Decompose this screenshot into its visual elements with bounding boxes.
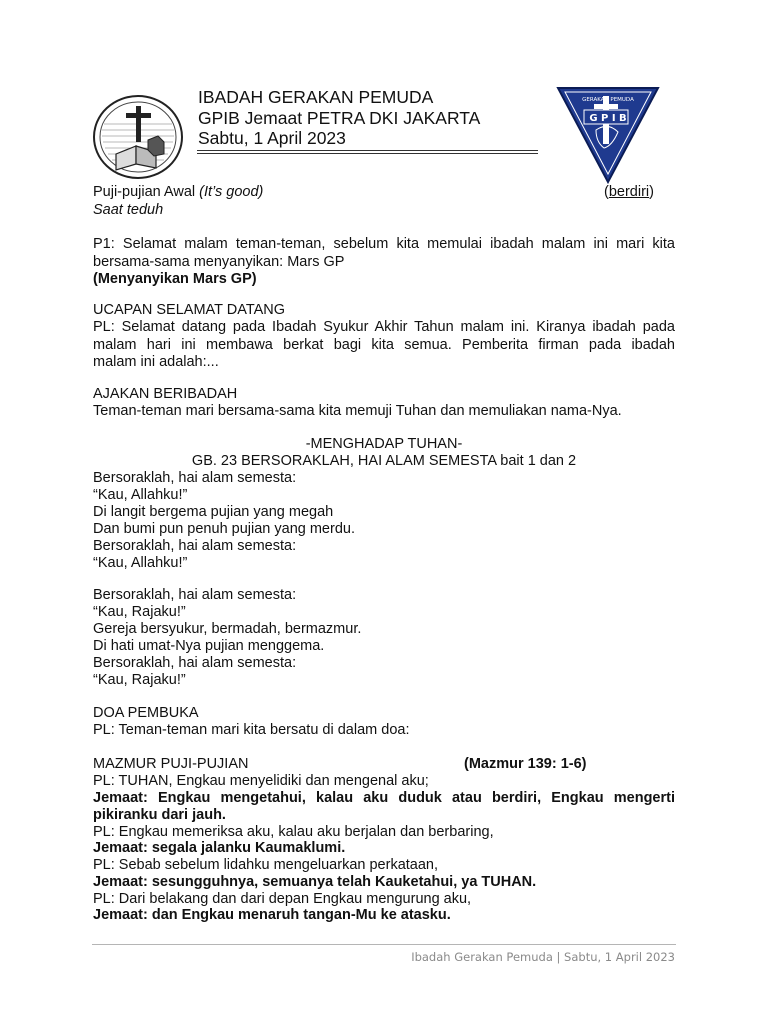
pujian-awal-line — [93, 183, 263, 201]
verse1-line-2: “Kau, Allahku!” — [93, 487, 188, 503]
mazmur-line-6: PL: Sebab sebelum lidahku mengeluarkan perkataan, — [93, 857, 439, 873]
header-rule — [197, 150, 538, 151]
p1-line-2: bersama-sama menyanyikan: Mars GP — [93, 254, 345, 270]
verse1-line-4: Dan bumi pun penuh pujian yang merdu. — [93, 521, 355, 537]
footer-text: Ibadah Gerakan Pemuda | Sabtu, 1 April 2023 — [411, 950, 675, 964]
mazmur-line-1: PL: TUHAN, Engkau menyelidiki dan mengenal aku; — [93, 773, 429, 789]
ucapan-heading: UCAPAN SELAMAT DATANG — [93, 302, 286, 318]
mazmur-line-2: Jemaat: Engkau mengetahui, kalau aku duduk atau berdiri, Engkau mengerti — [93, 790, 675, 806]
berdiri-note: (berdiri) — [604, 184, 654, 200]
footer-rule — [92, 944, 676, 945]
verse1-line-6: “Kau, Allahku!” — [93, 555, 188, 571]
mazmur-line-9: Jemaat: dan Engkau menaruh tangan-Mu ke atasku. — [93, 907, 451, 923]
pujian-awal-song: (It’s good) — [199, 184, 264, 200]
ajakan-heading: AJAKAN BERIBADAH — [93, 386, 238, 402]
mazmur-reference: (Mazmur 139: 1-6) — [464, 756, 587, 772]
verse2-line-1: Bersoraklah, hai alam semesta: — [93, 587, 297, 603]
verse2-line-3: Gereja bersyukur, bermadah, bermazmur. — [93, 621, 362, 637]
verse1-line-1: Bersoraklah, hai alam semesta: — [93, 470, 297, 486]
mazmur-line-7: Jemaat: sesungguhnya, semuanya telah Kauketahui, ya TUHAN. — [93, 874, 537, 890]
header-date: Sabtu, 1 April 2023 — [198, 128, 346, 148]
ajakan-line-1: Teman-teman mari bersama-sama kita memuji Tuhan dan memuliakan nama-Nya. — [93, 403, 622, 419]
verse2-line-4: Di hati umat-Nya pujian menggema. — [93, 638, 325, 654]
menghadap-heading: -MENGHADAP TUHAN- — [305, 436, 463, 452]
song-title: GB. 23 BERSORAKLAH, HAI ALAM SEMESTA bait 1 dan 2 — [191, 453, 577, 469]
mazmur-line-8: PL: Dari belakang dan dari depan Engkau mengurung aku, — [93, 891, 472, 907]
ucapan-line-3: malam ini adalah:... — [93, 354, 219, 370]
mazmur-line-4: PL: Engkau memeriksa aku, kalau aku berjalan dan berbaring, — [93, 824, 494, 840]
logo-text-top: GERAKAN PEMUDA — [582, 97, 634, 103]
p1-line-1: P1: Selamat malam teman-teman, sebelum kita memulai ibadah malam ini mari kita — [93, 236, 675, 252]
header-congregation: GPIB Jemaat PETRA DKI JAKARTA — [198, 108, 481, 128]
header-rule-thin — [197, 153, 538, 154]
doa-heading: DOA PEMBUKA — [93, 705, 199, 721]
gerakan-pemuda-logo — [556, 86, 660, 184]
pujian-awal-label: Puji-pujian Awal — [93, 184, 200, 200]
ucapan-line-1: PL: Selamat datang pada Ibadah Syukur Akhir Tahun malam ini. Kiranya ibadah pada — [93, 319, 675, 335]
berdiri-word: berdiri — [608, 184, 650, 200]
doa-line-1: PL: Teman-teman mari kita bersatu di dalam doa: — [93, 722, 410, 738]
logo-text-mid: G P I B — [589, 113, 627, 124]
saat-teduh: Saat teduh — [93, 202, 164, 218]
mazmur-heading: MAZMUR PUJI-PUJIAN — [93, 756, 249, 772]
church-seal-logo — [92, 94, 184, 180]
ucapan-line-2: malam hari ini membawa berkat bagi kita semua. Pemberita firman pada ibadah — [93, 337, 675, 353]
verse1-line-3: Di langit bergema pujian yang megah — [93, 504, 334, 520]
verse2-line-6: “Kau, Rajaku!” — [93, 672, 186, 688]
mazmur-line-3: pikiranku dari jauh. — [93, 807, 226, 823]
mazmur-line-5: Jemaat: segala jalanku Kaumaklumi. — [93, 840, 346, 856]
header-title: IBADAH GERAKAN PEMUDA — [198, 87, 434, 107]
p1-instruction: (Menyanyikan Mars GP) — [93, 271, 257, 287]
verse1-line-5: Bersoraklah, hai alam semesta: — [93, 538, 297, 554]
verse2-line-2: “Kau, Rajaku!” — [93, 604, 186, 620]
verse2-line-5: Bersoraklah, hai alam semesta: — [93, 655, 297, 671]
